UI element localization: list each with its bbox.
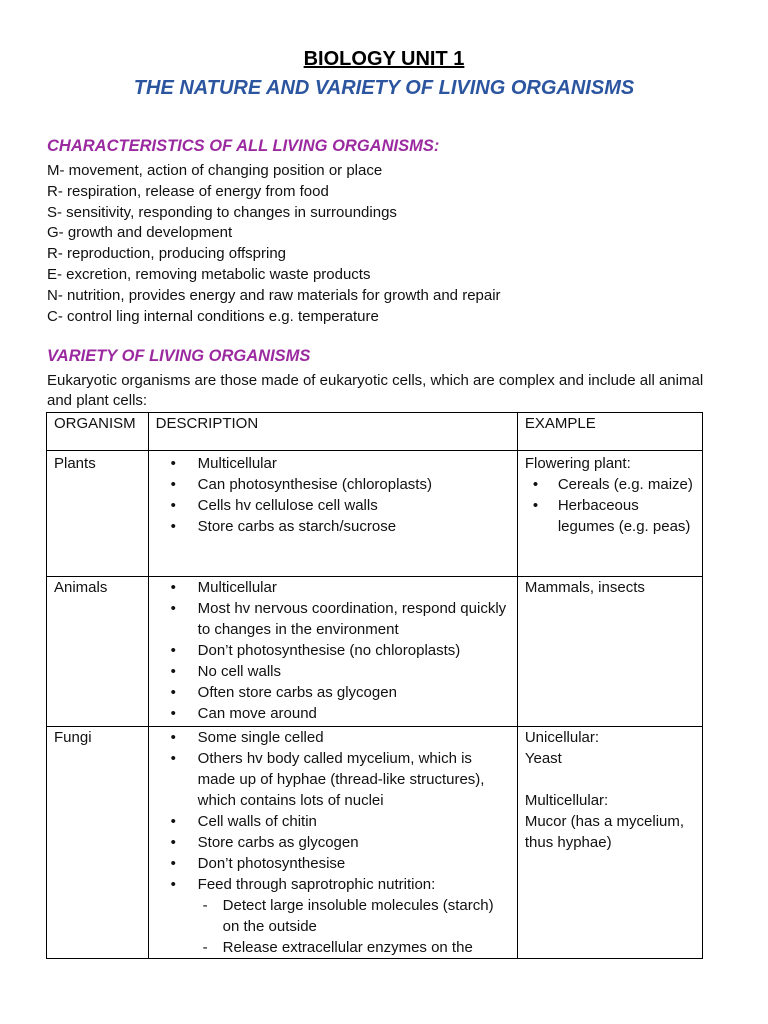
list-item: • Cereals (e.g. maize): [558, 474, 695, 495]
example-label: Unicellular:: [524, 729, 600, 746]
list-item: • Can photosynthesise (chloroplasts): [198, 474, 510, 495]
organism-name: Animals: [47, 577, 149, 727]
example-cell: [517, 727, 702, 959]
variety-intro: Eukaryotic organisms are those made of eukaryotic cells, which are complex and include all animal and plant cells:: [47, 372, 704, 409]
list-item: E- excretion, removing metabolic waste products: [47, 265, 371, 283]
list-item: • Cells hv cellulose cell walls: [198, 495, 510, 516]
description-cell: [148, 727, 517, 959]
description-cell: [148, 451, 517, 577]
characteristics-heading: CHARACTERISTICS OF ALL LIVING ORGANISMS:: [47, 137, 440, 155]
organism-name: Fungi: [47, 727, 149, 959]
column-header-description: DESCRIPTION: [148, 413, 517, 451]
sub-list-item: - Detect large insoluble molecules (starch) on the outside: [223, 895, 510, 937]
list-item: • Others hv body called mycelium, which is made up of hyphae (thread-like structures), which contains lots of nuclei: [198, 748, 510, 811]
list-item: • Multicellular: [198, 453, 510, 474]
list-item: C- control ling internal conditions e.g. temperature: [47, 307, 379, 325]
example-cell: Mammals, insects: [517, 577, 702, 727]
organism-name: Plants: [47, 451, 149, 577]
column-header-organism: ORGANISM: [47, 413, 149, 451]
document-title: BIOLOGY UNIT 1: [303, 48, 465, 70]
example-value: Yeast: [524, 750, 562, 767]
organism-table: [46, 412, 703, 959]
sub-list-item: - Release extracellular enzymes on the: [223, 937, 510, 958]
list-item: • Often store carbs as glycogen: [198, 682, 510, 703]
list-item: • Store carbs as glycogen: [198, 832, 510, 853]
list-item: • Multicellular: [198, 577, 510, 598]
characteristics-list: [47, 161, 501, 327]
list-item: R- reproduction, producing offspring: [47, 245, 287, 263]
document-subtitle: THE NATURE AND VARIETY OF LIVING ORGANISMS: [133, 77, 635, 99]
column-header-example: EXAMPLE: [517, 413, 702, 451]
list-item: • Can move around: [198, 703, 510, 724]
list-item: • Some single celled: [198, 727, 510, 748]
example-label: Multicellular:: [524, 792, 609, 809]
table-row-animals: [47, 577, 703, 727]
table-header-row: [47, 413, 703, 451]
list-item: • Don’t photosynthesise (no chloroplasts): [198, 640, 510, 661]
example-title: Flowering plant:: [524, 455, 631, 472]
list-item: • Most hv nervous coordination, respond quickly to changes in the environment: [198, 598, 510, 640]
list-item: • Don’t photosynthesise: [198, 853, 510, 874]
example-cell: [517, 451, 702, 577]
table-row-fungi: [47, 727, 703, 959]
list-item: • Store carbs as starch/sucrose: [198, 516, 510, 537]
list-item: S- sensitivity, responding to changes in surroundings: [47, 203, 397, 221]
example-value: Mucor (has a mycelium, thus hyphae): [524, 813, 685, 851]
list-item: [198, 874, 510, 958]
list-item-text: Feed through saprotrophic nutrition:: [197, 876, 436, 893]
variety-heading: VARIETY OF LIVING ORGANISMS: [47, 347, 311, 365]
list-item: • Cell walls of chitin: [198, 811, 510, 832]
table-row-plants: [47, 451, 703, 577]
description-cell: [148, 577, 517, 727]
list-item: • Herbaceous legumes (e.g. peas): [558, 495, 695, 537]
list-item: N- nutrition, provides energy and raw materials for growth and repair: [47, 286, 501, 304]
list-item: R- respiration, release of energy from food: [47, 182, 329, 200]
list-item: • No cell walls: [198, 661, 510, 682]
list-item: M- movement, action of changing position or place: [47, 162, 383, 179]
list-item: G- growth and development: [47, 224, 233, 242]
